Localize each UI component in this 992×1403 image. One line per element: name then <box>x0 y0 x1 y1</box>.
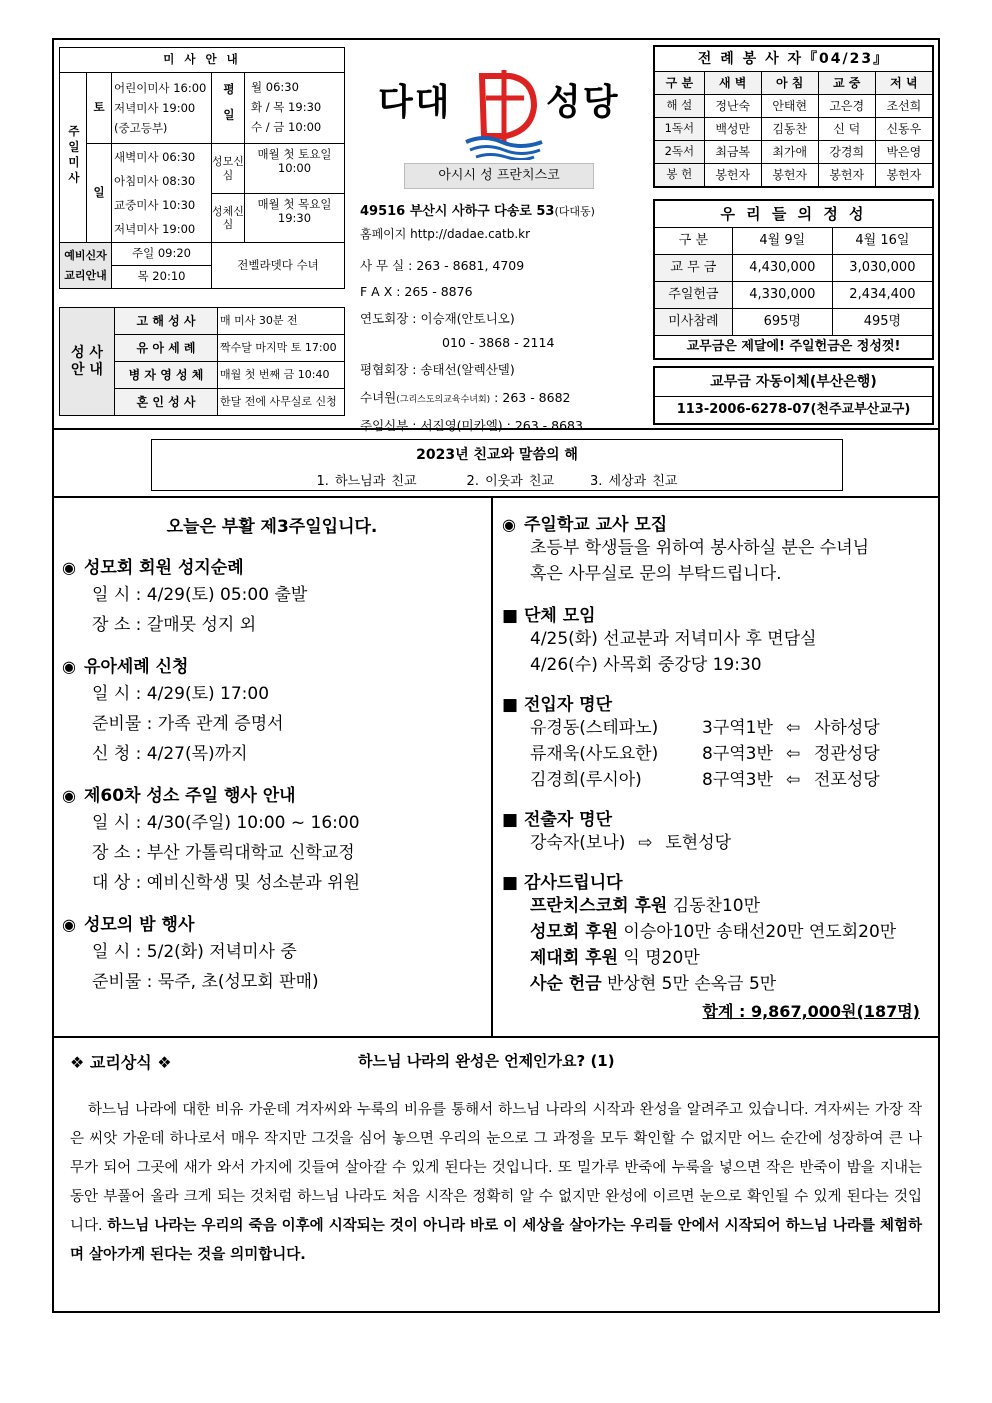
announcement-title: ◉ 유아세례 신청 <box>62 657 189 677</box>
transfer-out-row: 강숙자(보나) ⇨ 토현성당 <box>502 830 932 856</box>
catechism-divider <box>52 1036 940 1038</box>
servers-cell: 박은영 <box>875 141 933 164</box>
announcement-line: 장 소 : 부산 가톨릭대학교 신학교정 <box>92 843 355 863</box>
catechism-title: 하느님 나라의 완성은 언제인가요? (1) <box>358 1052 615 1070</box>
council-president: 평협회장 : 송태선(알렉산델) <box>360 362 515 377</box>
servers-cell: 2독서 <box>654 141 704 164</box>
offering-column-header: 구 분 <box>654 228 732 255</box>
arrow-left-icon: ⇦ <box>786 744 801 764</box>
offering-box <box>653 199 934 360</box>
header-divider <box>52 428 940 430</box>
catechumen-time-2: 목 20:10 <box>112 266 212 289</box>
catechumen-label: 예비신자교리안내 <box>60 243 112 289</box>
mass-schedule <box>59 47 345 289</box>
sun-masses: 새벽미사 06:30 아침미사 08:30 교중미사 10:30 저녁미사 19:00 <box>112 144 212 243</box>
announcement-section <box>62 781 482 898</box>
servers-cell: 봉헌자 <box>875 164 933 188</box>
catechism-label: ❖ 교리상식 ❖ <box>70 1053 172 1072</box>
sun-label: 일 <box>87 144 112 243</box>
transfer-out-title: ■ 전출자 명단 <box>502 810 613 830</box>
servers-cell: 봉 헌 <box>654 164 704 188</box>
servers-row <box>654 118 933 141</box>
offering-column-header: 4월 16일 <box>832 228 933 255</box>
bullet-icon: ◉ <box>62 786 76 805</box>
transfer-in-row: 유경동(스테파노) 3구역1반 ⇦ 사하성당 <box>502 715 932 741</box>
thanks-total: 합계 : 9,867,000원(187명) <box>702 1002 920 1021</box>
right-announcements: ◉ 주일학교 교사 모집 초등부 학생들을 위하여 봉사하실 분은 수녀님 혹은 사무실로 문의 부탁드립니다. ■ 단체 모임 4/25(화) 선교분과 저녁미사 후 면담실 4/26(수) 사목회 중강당 19:30 ■ 전입자 명단 유경동(스테파노) 3구역1반 ⇦ 사하성당 류재욱(사도요한) 8구역3반 ⇦ 정관성당 김경희(루시아) 8구역3반 ⇦ 전포성당 ■ 전출자 명단 강숙자(보나) ⇨ 토현성당 ■ 감사드립니다 프란치스코회 후원 김동찬10만 성모회 후원 이승아10만 송태선20만 연도회20만 제대회 후원 익 명20만 사순 헌금 반상현 5만 손옥금 5만 합계 : 9,867,000원(187명) <box>502 510 932 1022</box>
president: 연도회장 : 이승재(안토니오) <box>360 311 515 326</box>
column-divider <box>491 496 493 1036</box>
announcement-line: 신 청 : 4/27(목)까지 <box>92 744 248 764</box>
servers-cell: 고은경 <box>818 95 875 118</box>
offering-cell: 4,430,000 <box>732 255 832 282</box>
servers-row <box>654 141 933 164</box>
announcement-line: 일 시 : 5/2(화) 저녁미사 중 <box>92 942 297 962</box>
patron-saint: 아시시 성 프란치스코 <box>404 163 594 189</box>
announcement-title: ◉ 성모의 밤 행사 <box>62 915 195 935</box>
offering-note: 교무금은 제달에! 주일헌금은 정성껏! <box>654 336 933 360</box>
sacrament-name: 병 자 영 성 체 <box>115 362 218 389</box>
left-announcements <box>62 512 482 1009</box>
teacher-recruit-title: ◉ 주일학교 교사 모집 <box>502 515 668 535</box>
announcement-line: 일 시 : 4/30(주일) 10:00 ~ 16:00 <box>92 813 360 833</box>
sat-label: 토 <box>87 73 112 144</box>
offering-cell: 2,434,400 <box>832 282 933 309</box>
offering-cell: 주일헌금 <box>654 282 732 309</box>
bullet-icon: ◉ <box>62 915 76 934</box>
announcement-line: 일 시 : 4/29(토) 17:00 <box>92 684 270 704</box>
autopay-account: 113-2006-6278-07(천주교부산교구) <box>676 402 911 417</box>
servers-cell: 신동우 <box>875 118 933 141</box>
servers-cell: 해 설 <box>654 95 704 118</box>
sat-masses: 어린이미사 16:00 저녁미사 19:00 (중고등부) <box>112 73 212 144</box>
servers-cell: 봉헌자 <box>818 164 875 188</box>
transfer-in-row: 김경희(루시아) 8구역3반 ⇦ 전포성당 <box>502 767 932 793</box>
arrow-left-icon: ⇦ <box>786 770 801 790</box>
servers-cell: 김동찬 <box>761 118 818 141</box>
sacrament-value: 매 미사 30분 전 <box>218 308 345 335</box>
announcement-section <box>62 553 482 640</box>
catechumen-teacher: 전벨라뎃다 수녀 <box>212 243 345 289</box>
convent: 수녀원(그리스도의교육수녀회) : 263 - 8682 <box>360 390 571 405</box>
servers-column-header: 구 분 <box>654 72 704 95</box>
servers-cell: 정난숙 <box>704 95 761 118</box>
transfer-in-row: 류재욱(사도요한) 8구역3반 ⇦ 정관성당 <box>502 741 932 767</box>
thanks-row: 프란치스코회 후원 김동찬10만 <box>530 896 761 916</box>
announcement-line: 장 소 : 갈매못 성지 외 <box>92 615 257 635</box>
servers-column-header: 저 녁 <box>875 72 933 95</box>
servers-cell: 신 덕 <box>818 118 875 141</box>
sacraments-title: 성 사 안 내 <box>60 308 115 416</box>
servers-cell: 강경희 <box>818 141 875 164</box>
servers-column-header: 교 중 <box>818 72 875 95</box>
pastor: 주임신부 : 서진영(미카엘) : 263 - 8683 <box>360 418 583 433</box>
servers-cell: 1독서 <box>654 118 704 141</box>
arrow-right-icon: ⇨ <box>638 833 653 853</box>
thanks-row: 제대회 후원 익 명20만 <box>530 948 700 968</box>
office-phone: 사 무 실 : 263 - 8681, 4709 <box>360 258 525 273</box>
servers-cell: 안태현 <box>761 95 818 118</box>
mass-title: 미 사 안 내 <box>60 48 345 73</box>
sacrament-value: 매월 첫 번째 금 10:40 <box>218 362 345 389</box>
announcement-line: 대 상 : 예비신학생 및 성소분과 위원 <box>92 873 361 893</box>
offering-row <box>654 255 933 282</box>
offering-cell: 미사참례 <box>654 309 732 336</box>
year-theme: 2023년 친교와 말씀의 해 1. 하느님과 친교 2. 이웃과 친교 3. 세상과 친교 <box>151 439 843 491</box>
today-notice: 오늘은 부활 제3주일입니다. <box>166 517 378 537</box>
catechism-section <box>70 1050 922 1270</box>
servers-cell: 조선희 <box>875 95 933 118</box>
servers-column-header: 새 벽 <box>704 72 761 95</box>
announcement-line: 준비물 : 묵주, 초(성모회 판매) <box>92 972 319 992</box>
servers-cell: 봉헌자 <box>704 164 761 188</box>
devotions: 성모신심 매월 첫 토요일 10:00 성체신심 매월 첫 목요일 19:30 <box>212 144 345 243</box>
fax: F A X : 265 - 8876 <box>360 284 473 299</box>
thanks-row: 사순 헌금 반상현 5만 손옥금 5만 <box>530 974 777 994</box>
contact-info: 49516 부산시 사하구 다송로 53(다대동) 홈페이지 http://dadae.catb.kr 사 무 실 : 263 - 8681, 4709 F A X : 265 - 8876 연도회장 : 이승재(안토니오) 010 - 3868 - 2114 평협회장 : 송태선(알렉산델) 수녀원(그리스도의교육수녀회) : 263 - 8682 주임신부 : 서진영(미카엘) : 263 - 8683 <box>360 200 650 434</box>
autopay-box <box>653 366 934 425</box>
weekday-masses: 평일 월 06:30 화 / 목 19:30 수 / 금 10:00 <box>212 73 345 144</box>
cross-boat-icon <box>462 68 548 160</box>
autopay-title: 교무금 자동이체(부산은행) <box>655 368 932 397</box>
servers-cell: 최금복 <box>704 141 761 164</box>
sunday-mass-label: 주일미사 <box>60 73 87 243</box>
president-phone: 010 - 3868 - 2114 <box>442 335 555 350</box>
sacrament-value: 짝수달 마지막 토 17:00 <box>218 335 345 362</box>
announcement-line: 준비물 : 가족 관계 증명서 <box>92 714 284 734</box>
group-meeting-title: ■ 단체 모임 <box>502 606 596 626</box>
sacrament-value: 한달 전에 사무실로 신청 <box>218 389 345 416</box>
servers-row <box>654 95 933 118</box>
servers-row <box>654 164 933 188</box>
offering-row <box>654 282 933 309</box>
homepage-link[interactable]: 홈페이지 http://dadae.catb.kr <box>360 227 531 241</box>
servers-title: 전 례 봉 사 자『04/23』 <box>654 46 933 72</box>
announcement-title: ◉ 제60차 성소 주일 행사 안내 <box>62 786 296 806</box>
offering-title: 우 리 들 의 정 성 <box>654 200 933 228</box>
body-divider <box>52 496 940 498</box>
offering-column-header: 4월 9일 <box>732 228 832 255</box>
servers-cell: 백성만 <box>704 118 761 141</box>
announcement-section <box>62 652 482 769</box>
offering-cell: 4,330,000 <box>732 282 832 309</box>
sacraments-box <box>59 307 345 416</box>
offering-cell: 교 무 금 <box>654 255 732 282</box>
sacrament-name: 혼 인 성 사 <box>115 389 218 416</box>
servers-cell: 최가애 <box>761 141 818 164</box>
sacrament-name: 고 해 성 사 <box>115 308 218 335</box>
offering-cell: 3,030,000 <box>832 255 933 282</box>
servers-column-header: 아 침 <box>761 72 818 95</box>
sacrament-name: 유 아 세 례 <box>115 335 218 362</box>
servers-cell: 봉헌자 <box>761 164 818 188</box>
bullet-icon: ◉ <box>62 657 76 676</box>
offering-cell: 495명 <box>832 309 933 336</box>
catechumen-time-1: 주일 09:20 <box>112 243 212 266</box>
parish-logo: 다대 성당 <box>378 68 628 158</box>
catechism-body: 하느님 나라에 대한 비유 가운데 겨자씨와 누룩의 비유를 통해서 하느님 나라의 시작과 완성을 알려주고 있습니다. 겨자씨는 가장 작은 씨앗 가운데 하나로서 매우 작지만 그것을 심어 놓으면 우리의 눈으로 그 과정을 모두 확인할 수 없지만 어느 순간에 성장하여 큰 나무가 되어 그곳에 새가 와서 가지에 깃들여 살아갈 수 있게 된다는 것입니다. 또 밀가루 반죽에 누룩을 넣으면 작은 반죽이 밤을 지내는 동안 부풀어 올라 크게 되는 것처럼 하느님 나라도 처음 시작은 정확히 알 수 없지만 완성에 이르면 눈으로 확인될 수 있게 된다는 것입니다. 하느님 나라는 우리의 죽음 이후에 시작되는 것이 아니라 바로 이 세상을 살아가는 우리들 안에서 시작되어 하느님 나라를 체험하며 살아가게 된다는 것을 의미합니다. <box>70 1102 922 1263</box>
thanks-row: 성모회 후원 이승아10만 송태선20만 연도회20만 <box>530 922 897 942</box>
transfer-in-title: ■ 전입자 명단 <box>502 695 613 715</box>
bullet-icon: ◉ <box>62 558 76 577</box>
announcement-title: ◉ 성모회 회원 성지순례 <box>62 558 244 578</box>
liturgy-servers <box>653 45 934 188</box>
offering-cell: 695명 <box>732 309 832 336</box>
announcement-line: 일 시 : 4/29(토) 05:00 출발 <box>92 585 308 605</box>
thanks-title: ■ 감사드립니다 <box>502 873 623 893</box>
announcement-section <box>62 910 482 997</box>
offering-row <box>654 309 933 336</box>
address: 49516 부산시 사하구 다송로 53 <box>360 204 555 219</box>
arrow-left-icon: ⇦ <box>786 718 801 738</box>
